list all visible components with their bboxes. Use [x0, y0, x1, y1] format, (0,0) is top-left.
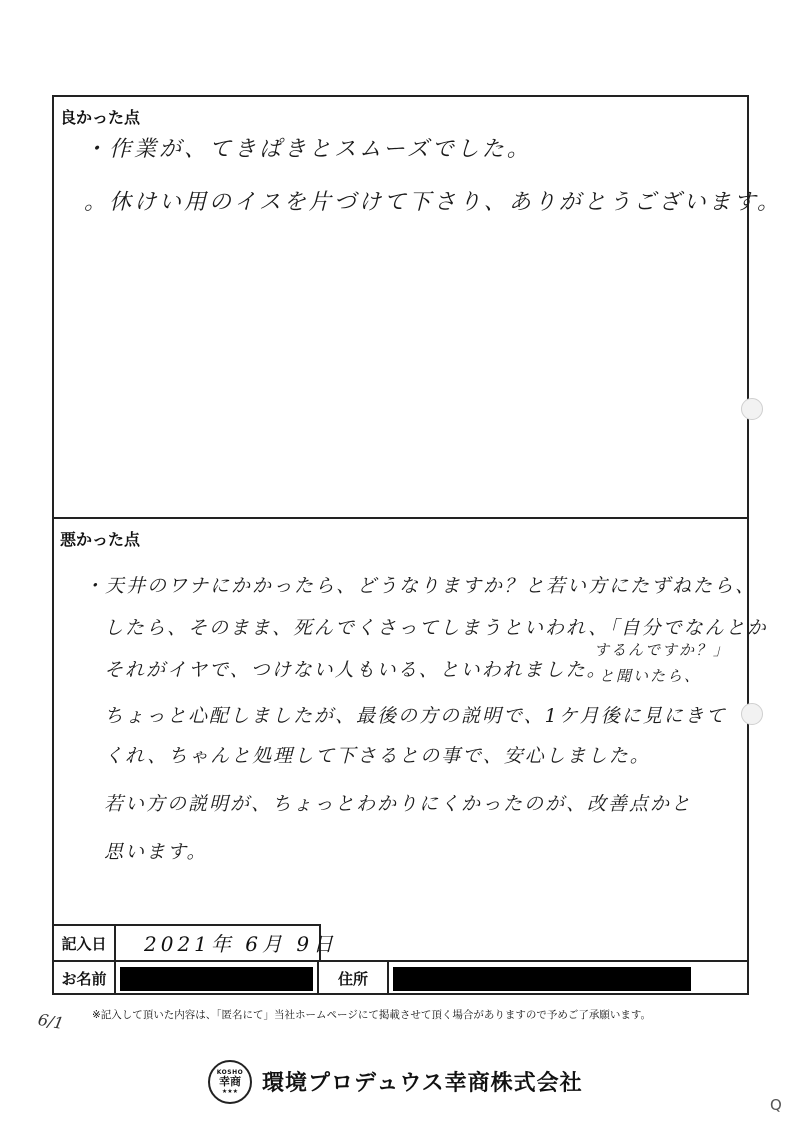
company-logo	[208, 1060, 252, 1104]
redacted-name	[120, 967, 313, 991]
logo-top-text: KOSHO	[216, 1069, 244, 1076]
bad-aside-2: と聞いたら、	[599, 667, 702, 685]
name-address-row	[54, 960, 747, 995]
punch-hole-top	[741, 398, 763, 420]
bad-line-7: 思います。	[104, 841, 208, 863]
redacted-address	[393, 967, 691, 991]
publication-notice: ※記入して頂いた内容は、「匿名にて」当社ホームページにて掲載させて頂く場合がありますので予めご了承願います。	[92, 1009, 651, 1021]
bad-line-2: したら、そのまま、死んでくさってしまうといわれ、「自分でなんとか	[104, 617, 768, 639]
entry-date-value: 2021年 6月 9日	[144, 932, 338, 956]
entry-date-row	[54, 924, 338, 960]
address-label: 住所	[317, 962, 389, 995]
logo-mid-text: 幸商	[219, 1075, 241, 1088]
name-label: お名前	[54, 962, 116, 995]
company-name: 環境プロデュウス幸商株式会社	[262, 1071, 583, 1096]
bad-points-section	[54, 519, 768, 924]
corner-mark: Q	[770, 1096, 782, 1114]
bad-line-6: 若い方の説明が、ちょっとわかりにくかったのが、改善点かと	[104, 793, 693, 815]
good-points-section	[54, 97, 783, 519]
logo-stars: ★★★	[221, 1088, 239, 1095]
good-points-label: 良かった点	[60, 108, 141, 127]
bad-line-3: それがイヤで、つけない人もいる、といわれました。	[104, 659, 608, 681]
bad-line-1: ・天井のワナにかかったら、どうなりますか？と若い方にたずねたら、	[84, 575, 757, 597]
punch-hole-bottom	[741, 703, 763, 725]
entry-date-label: 記入日	[54, 926, 116, 960]
bad-points-label: 悪かった点	[60, 530, 141, 549]
margin-handwritten-mark: 6/1	[36, 1009, 66, 1034]
bad-line-5: くれ、ちゃんと処理して下さるとの事で、安心しました。	[104, 745, 651, 767]
survey-form	[52, 95, 783, 995]
good-line-1: ・作業が、てきぱきとスムーズでした。	[84, 137, 532, 162]
bad-line-4: ちょっと心配しましたが、最後の方の説明で、1ケ月後に見にきて	[104, 705, 727, 727]
good-line-2: 。休けい用のイスを片づけて下さり、ありがとうございます。	[84, 190, 783, 215]
bad-aside-1: するんですか？」	[594, 641, 731, 659]
